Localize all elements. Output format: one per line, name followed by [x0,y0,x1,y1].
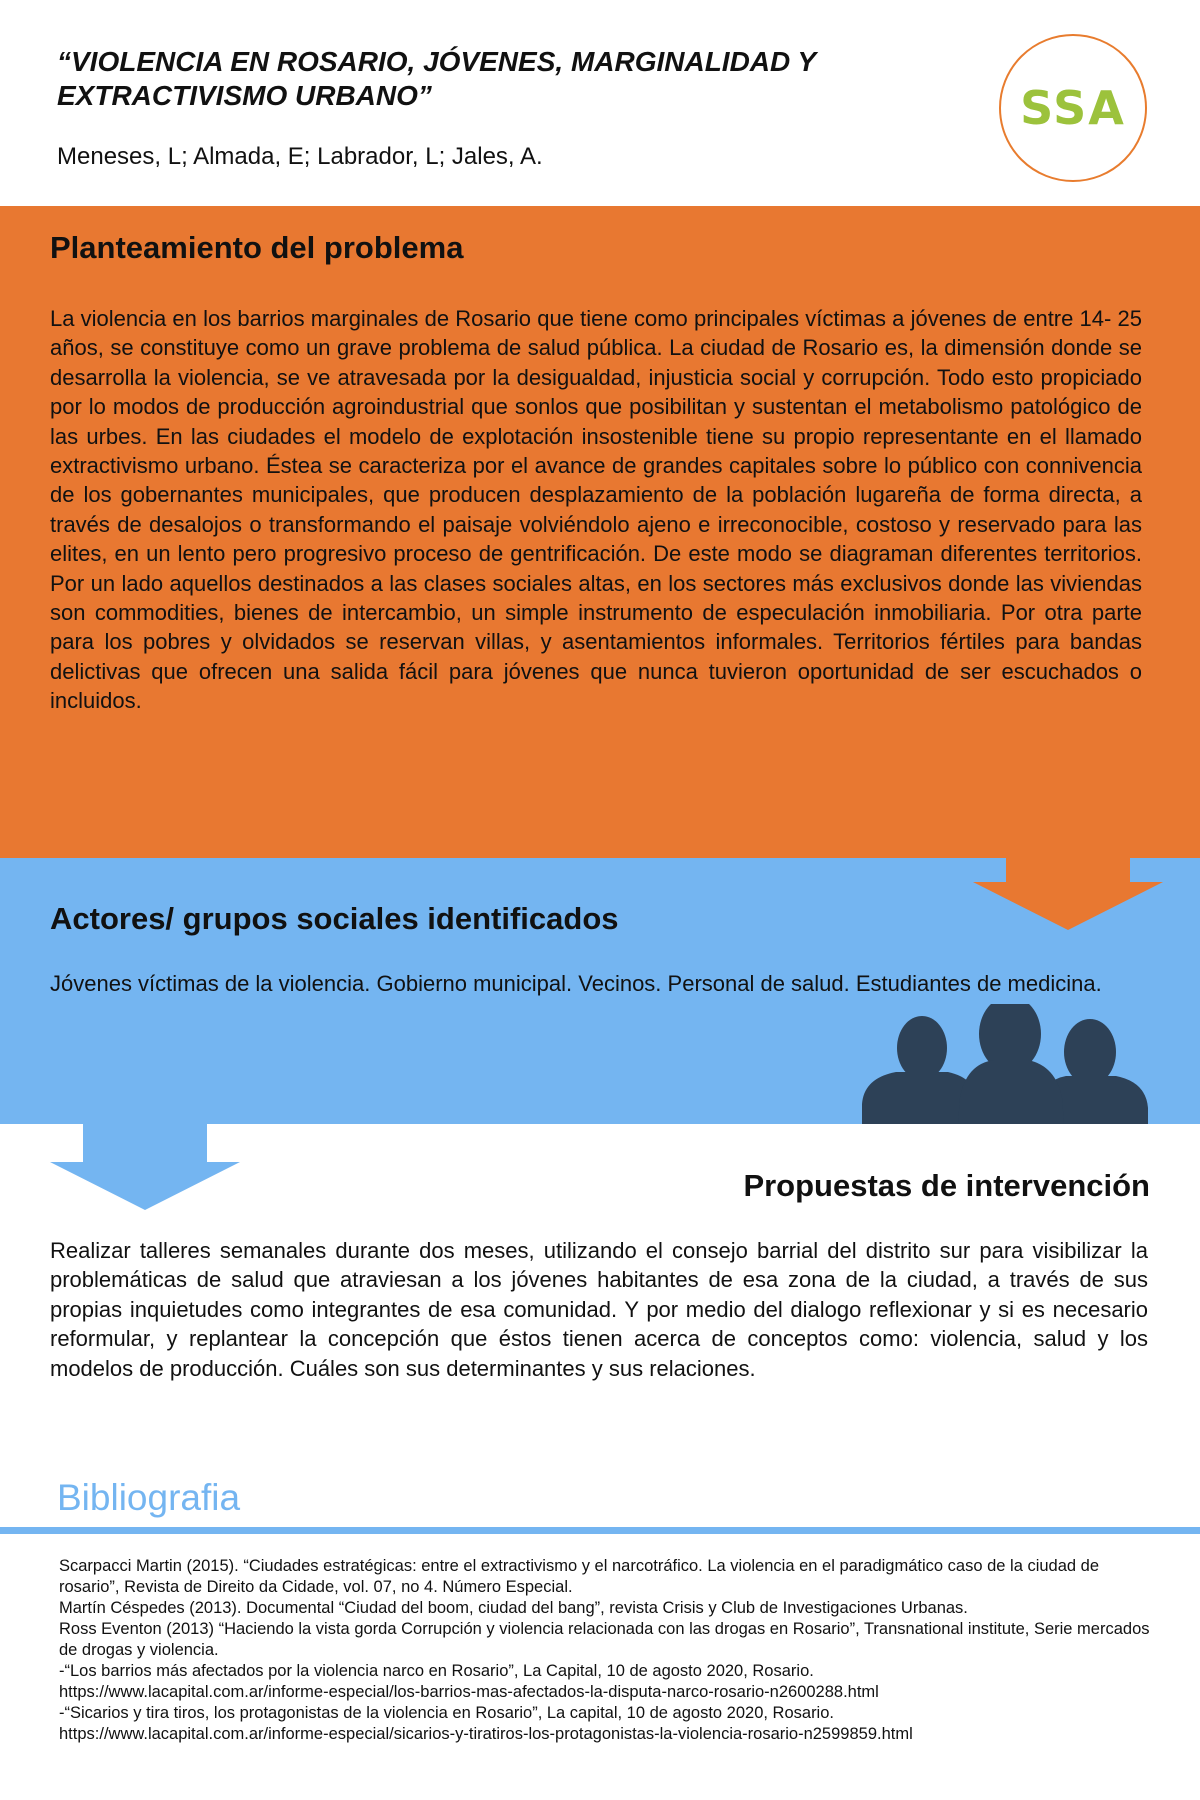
problem-heading: Planteamiento del problema [50,230,464,265]
problem-text: La violencia en los barrios marginales de Rosario que tiene como principales víctimas a jóvenes de entre 14- 25 años, se constituye como un grave problema de salud pública. La ciudad de Rosario es, la dimensión donde se desarrolla la violencia, se ve atravesada por la desigualdad, injusticia social y corrupción. Todo esto propiciado por lo modos de producción agroindustrial que sonlos que posibilitan y sustentan el metabolismo patológico de las urbes. En las ciudades el modelo de explotación insostenible tiene su propio representante en el llamado extractivismo urbano. Éstea se caracteriza por el avance de grandes capitales sobre lo público con connivencia de los gobernantes municipales, que producen desplazamiento de la población lugareña de forma directa, a través de desalojos o transformando el paisaje volviéndolo ajeno e irreconocible, costoso y reservado para las elites, en un lento pero progresivo proceso de gentrificación. De este modo se diagraman diferentes territorios. Por un lado aquellos destinados a las clases sociales altas, en los sectores más exclusivos donde las viviendas son commodities, bienes de intercambio, un simple instrumento de especulación inmobiliaria. Por otra parte para los pobres y olvidados se reservan villas, y asentamientos informales. Territorios fértiles para bandas delictivas que ofrecen una salida fácil para jóvenes que nunca tuvieron oportunidad de ser escuchados o incluidos. [50,306,1142,714]
logo-text: SSA [1020,81,1126,135]
down-arrow-icon [973,858,1163,930]
people-silhouette-icon [860,1004,1150,1124]
bibliography-list [59,1556,1159,1745]
ssa-logo [999,34,1147,182]
bibliography-entry: -“Sicarios y tira tiros, los protagonistas de la violencia en Rosario”, La capital, 10 de agosto 2020, Rosario. [59,1704,834,1722]
bibliography-link[interactable]: https://www.lacapital.com.ar/informe-especial/los-barrios-mas-afectados-la-disputa-narco-rosario-n2600288.html [59,1683,879,1701]
bibliography-entry: -“Los barrios más afectados por la violencia narco en Rosario”, La Capital, 10 de agosto 2020, Rosario. [59,1662,814,1680]
bibliography-link[interactable]: https://www.lacapital.com.ar/informe-especial/sicarios-y-tiratiros-los-protagonistas-la-violencia-rosario-n2599859.html [59,1725,913,1743]
bibliography-entry: Martín Céspedes (2013). Documental “Ciudad del boom, ciudad del bang”, revista Crisis y Club de Investigaciones Urbanas. [59,1599,968,1617]
down-arrow-icon [50,1124,240,1210]
bibliography-entry: Scarpacci Martin (2015). “Ciudades estratégicas: entre el extractivismo y el narcotráfico. La violencia en el paradigmático caso de la ciudad de rosario”, Revista de Direito da Cidade, vol. 07, no 4. Número Especial. [59,1557,1100,1596]
bibliography-divider [0,1527,1200,1534]
bibliography-heading: Bibliografia [57,1477,241,1518]
actors-heading: Actores/ grupos sociales identificados [50,901,619,936]
poster-title: “VIOLENCIA EN ROSARIO, JÓVENES, MARGINALIDAD Y EXTRACTIVISMO URBANO” [57,46,816,111]
proposals-text: Realizar talleres semanales durante dos meses, utilizando el consejo barrial del distrito sur para visibilizar la problemáticas de salud que atraviesan a los jóvenes habitantes de esa zona de la ciudad, a través de sus propias inquietudes como integrantes de esa comunidad. Y por medio del dialogo reflexionar y si es necesario reformular, y replantear la concepción que éstos tienen acerca de conceptos como: violencia, salud y los modelos de producción. Cuáles son sus determinantes y sus relaciones. [50,1238,1148,1381]
authors: Meneses, L; Almada, E; Labrador, L; Jales, A. [57,143,543,170]
bibliography-entry: Ross Eventon (2013) “Haciendo la vista gorda Corrupción y violencia relacionada con las drogas en Rosario”, Transnational institute, Serie mercados de drogas y violencia. [59,1620,1150,1659]
proposals-heading: Propuestas de intervención [743,1168,1150,1203]
actors-text: Jóvenes víctimas de la violencia. Gobierno municipal. Vecinos. Personal de salud. Estudiantes de medicina. [50,971,1102,996]
